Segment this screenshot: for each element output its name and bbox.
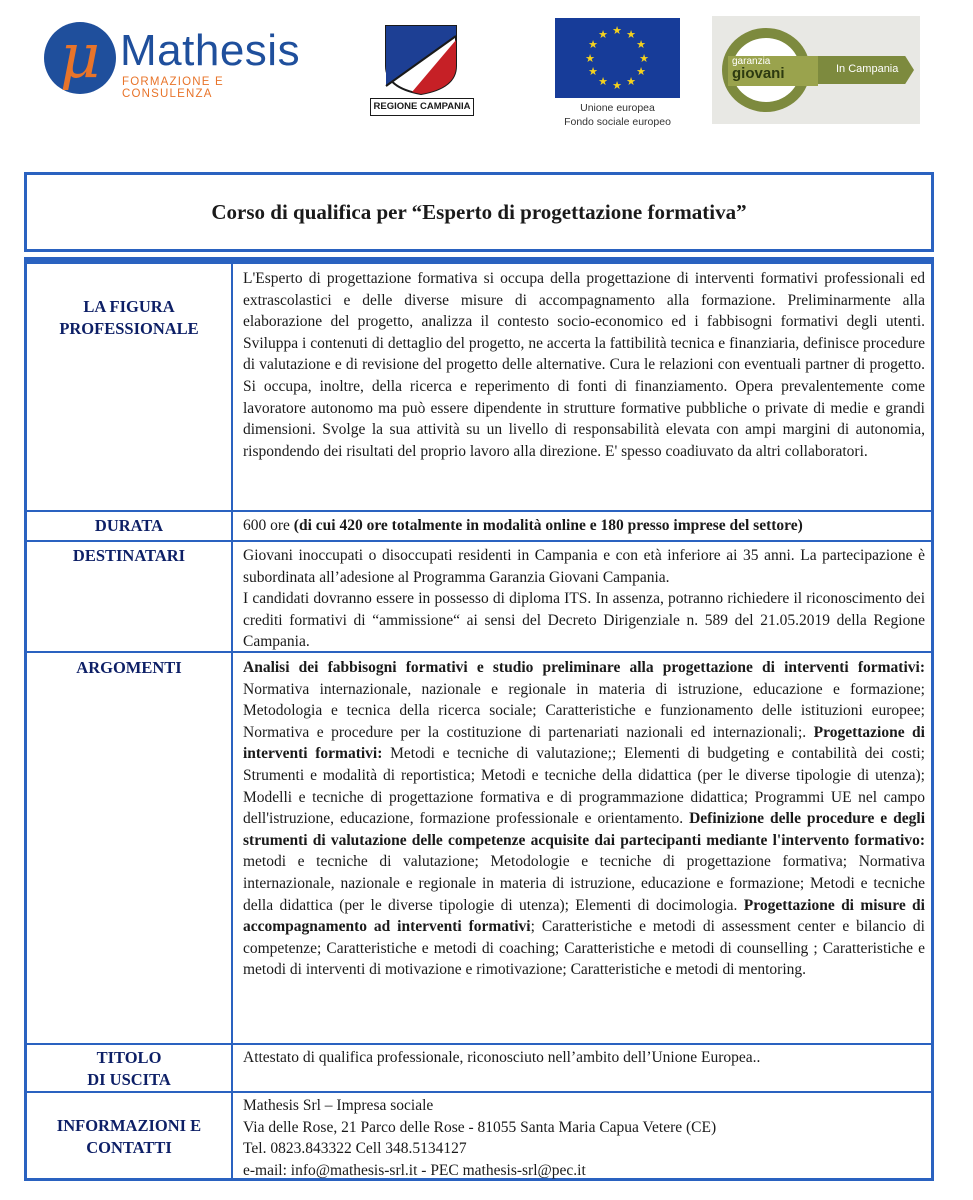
durata-detail: (di cui 420 ore totalmente in modalità online e 180 presso imprese del settore) bbox=[293, 517, 803, 534]
gg-line-1: garanzia bbox=[732, 56, 771, 67]
row-argomenti bbox=[27, 653, 931, 1045]
campania-shield-icon bbox=[372, 22, 470, 96]
figura-paragraph: L'Esperto di progettazione formativa si occupa della progettazione di interventi formativi professionali ed extrascolastici e delle diverse misure di accompagnamento alla formazione. Preliminarmente alla elaborazione del progetto, analizza il contesto socio-economico ed i fabbisogni formativi degli utenti. Sviluppa i contenuti di dettaglio del progetto, ne accerta la fattibilità tecnica e finanziaria, definisce procedure di valutazione e di revisione del progetto delle alternative. Cura le relazioni con eventuali partner di progetto. Si occupa, inoltre, della ricerca e reperimento di fonti di finanziamento. Opera prevalentemente come lavoratore autonomo ma può essere dipendente in strutture formative pubbliche o private di medie e grandi dimensioni. Svolge la sua attività su un livello di responsabilità elevata con ampi margini di autonomia, rispondendo dei risultati del proprio lavoro alla direzione. E' spesso coadiuvato da altri collaboratori. bbox=[243, 270, 925, 460]
row-titolo bbox=[27, 1045, 931, 1093]
svg-text:★: ★ bbox=[626, 28, 636, 41]
label-cell bbox=[27, 512, 233, 540]
argomenti-text-3: metodi e tecniche di valutazione; Metodologie e tecniche di progettazione formativa; Normativa internazionale, nazionale e regionale in materia di istruzione, educazione e formazione; Metodi e tecniche della didattica (per le diverse tipologie di utenza); Elementi di docimologia. bbox=[243, 853, 925, 914]
titolo-text: Attestato di qualifica professionale, riconosciuto nell’ambito dell’Unione Europea.. bbox=[243, 1049, 761, 1066]
figura-label-line-1: LA FIGURA bbox=[83, 297, 175, 316]
row-durata bbox=[27, 512, 931, 542]
mathesis-name: Mathesis bbox=[120, 26, 301, 75]
destinatari-paragraph-2: I candidati dovranno essere in possesso di diploma ITS. In assenza, potranno richiedere il riconoscimento dei crediti formativi di “ammissione“ ai sensi del Decreto Dirigenziale n. 589 del 21.05.2019 della Regione Campania. bbox=[243, 590, 925, 651]
destinatari-paragraph-1: Giovani inoccupati o disoccupati residenti in Campania e con età inferiore ai 35 anni. La partecipazione è subordinata all’adesione al Programma Garanzia Giovani Campania. bbox=[243, 547, 925, 586]
figura-text bbox=[243, 268, 925, 462]
eu-caption-1: Unione europea bbox=[580, 102, 655, 114]
contatti-text bbox=[243, 1095, 925, 1181]
destinatari-label: DESTINATARI bbox=[72, 546, 186, 565]
figura-label bbox=[27, 296, 231, 340]
argomenti-label: ARGOMENTI bbox=[76, 658, 182, 677]
argomenti-text bbox=[243, 657, 925, 981]
mathesis-logo bbox=[40, 18, 305, 98]
svg-text:★: ★ bbox=[639, 52, 649, 65]
eu-logo bbox=[555, 18, 680, 128]
contatti-email: e-mail: info@mathesis-srl.it - PEC mathesis-srl@pec.it bbox=[243, 1161, 586, 1179]
label-cell bbox=[27, 653, 233, 1043]
argomenti-paragraph bbox=[243, 657, 925, 981]
svg-text:★: ★ bbox=[585, 52, 595, 65]
regione-campania-logo bbox=[368, 22, 474, 118]
argomenti-heading-2: Progettazione di interventi formativi: bbox=[243, 723, 925, 763]
mathesis-mu-glyph: μ bbox=[59, 19, 101, 92]
contatti-label-line-2: CONTATTI bbox=[86, 1138, 172, 1157]
argomenti-heading-3: Definizione delle procedure e degli strumenti di valutazione delle competenze acquisite dai partecipanti mediante l'intervento formativo: bbox=[243, 810, 926, 849]
logo-header bbox=[0, 0, 973, 140]
contatti-label bbox=[27, 1115, 231, 1159]
eu-flag-icon bbox=[555, 18, 680, 98]
svg-text:★: ★ bbox=[636, 38, 646, 51]
title-box bbox=[24, 172, 934, 252]
eu-caption-2: Fondo sociale europeo bbox=[564, 116, 671, 128]
durata-hours: 600 ore bbox=[243, 517, 290, 534]
contatti-address: Via delle Rose, 21 Parco delle Rose - 81055 Santa Maria Capua Vetere (CE) bbox=[243, 1118, 717, 1136]
svg-text:★: ★ bbox=[636, 65, 646, 78]
campania-label: REGIONE CAMPANIA bbox=[370, 98, 474, 116]
mathesis-subtitle: FORMAZIONE E CONSULENZA bbox=[122, 76, 224, 100]
svg-text:★: ★ bbox=[626, 75, 636, 88]
svg-text:★: ★ bbox=[612, 24, 622, 37]
titolo-label-line-2: DI USCITA bbox=[87, 1070, 171, 1089]
argomenti-text-4: ; Caratteristiche e metodi di assessment center e bilancio di competenze; Caratteristiche e metodi di coaching; Caratteristiche e metodi di counselling ; Caratteristiche e metodi di interventi di motivazione e rimotivazione; Caratteristiche e metodi di mentoring. bbox=[243, 918, 925, 979]
durata-text bbox=[243, 515, 925, 537]
titolo-label-line-1: TITOLO bbox=[96, 1048, 162, 1067]
argomenti-text-1: Normativa internazionale, nazionale e regionale in materia di istruzione, educazione e formazione; Metodologia e tecnica della ricerca sociale; Caratteristiche e funzionamento delle istituzioni europee; Normativa e procedure per la costituzione di partenariati nazionali ed internazionali;. bbox=[243, 680, 925, 741]
row-figura bbox=[27, 264, 931, 512]
contatti-company: Mathesis Srl – Impresa sociale bbox=[243, 1097, 434, 1114]
durata-label: DURATA bbox=[94, 516, 164, 535]
label-cell bbox=[27, 542, 233, 651]
argomenti-heading-1: Analisi dei fabbisogni formativi e studio preliminare alla progettazione di interventi formativi: bbox=[243, 659, 925, 676]
svg-text:★: ★ bbox=[598, 28, 608, 41]
argomenti-text-2: Metodi e tecniche di valutazione;; Elementi di budgeting e contabilità dei costi; Strumenti e modalità di reportistica; Metodi e tecniche della didattica (per le diverse tipologie di utenza); Modelli e tecniche di progettazione formativa e di programmazione didattica; Programmi UE nel campo dell'istruzione, educazione, formazione professionale e orientamento. bbox=[243, 745, 925, 828]
argomenti-heading-4: Progettazione di misure di accompagnamento ad interventi formativi bbox=[243, 896, 925, 936]
contatti-label-line-1: INFORMAZIONI E bbox=[56, 1116, 202, 1135]
svg-text:★: ★ bbox=[612, 79, 622, 92]
titolo-label bbox=[27, 1047, 231, 1091]
figura-label-line-2: PROFESSIONALE bbox=[59, 319, 199, 338]
gg-line-2: giovani bbox=[732, 65, 785, 82]
destinatari-text bbox=[243, 545, 925, 653]
course-table bbox=[24, 257, 934, 1181]
svg-text:★: ★ bbox=[588, 38, 598, 51]
label-cell bbox=[27, 264, 233, 510]
row-contatti bbox=[27, 1093, 931, 1181]
page-title: Corso di qualifica per “Esperto di progettazione formativa” bbox=[211, 199, 747, 224]
row-destinatari bbox=[27, 542, 931, 653]
contatti-phone: Tel. 0823.843322 Cell 348.5134127 bbox=[243, 1140, 467, 1158]
garanzia-giovani-logo bbox=[712, 16, 920, 124]
svg-text:★: ★ bbox=[588, 65, 598, 78]
svg-text:★: ★ bbox=[598, 75, 608, 88]
label-cell bbox=[27, 1093, 233, 1181]
gg-tag: In Campania bbox=[836, 63, 899, 75]
label-cell bbox=[27, 1045, 233, 1091]
